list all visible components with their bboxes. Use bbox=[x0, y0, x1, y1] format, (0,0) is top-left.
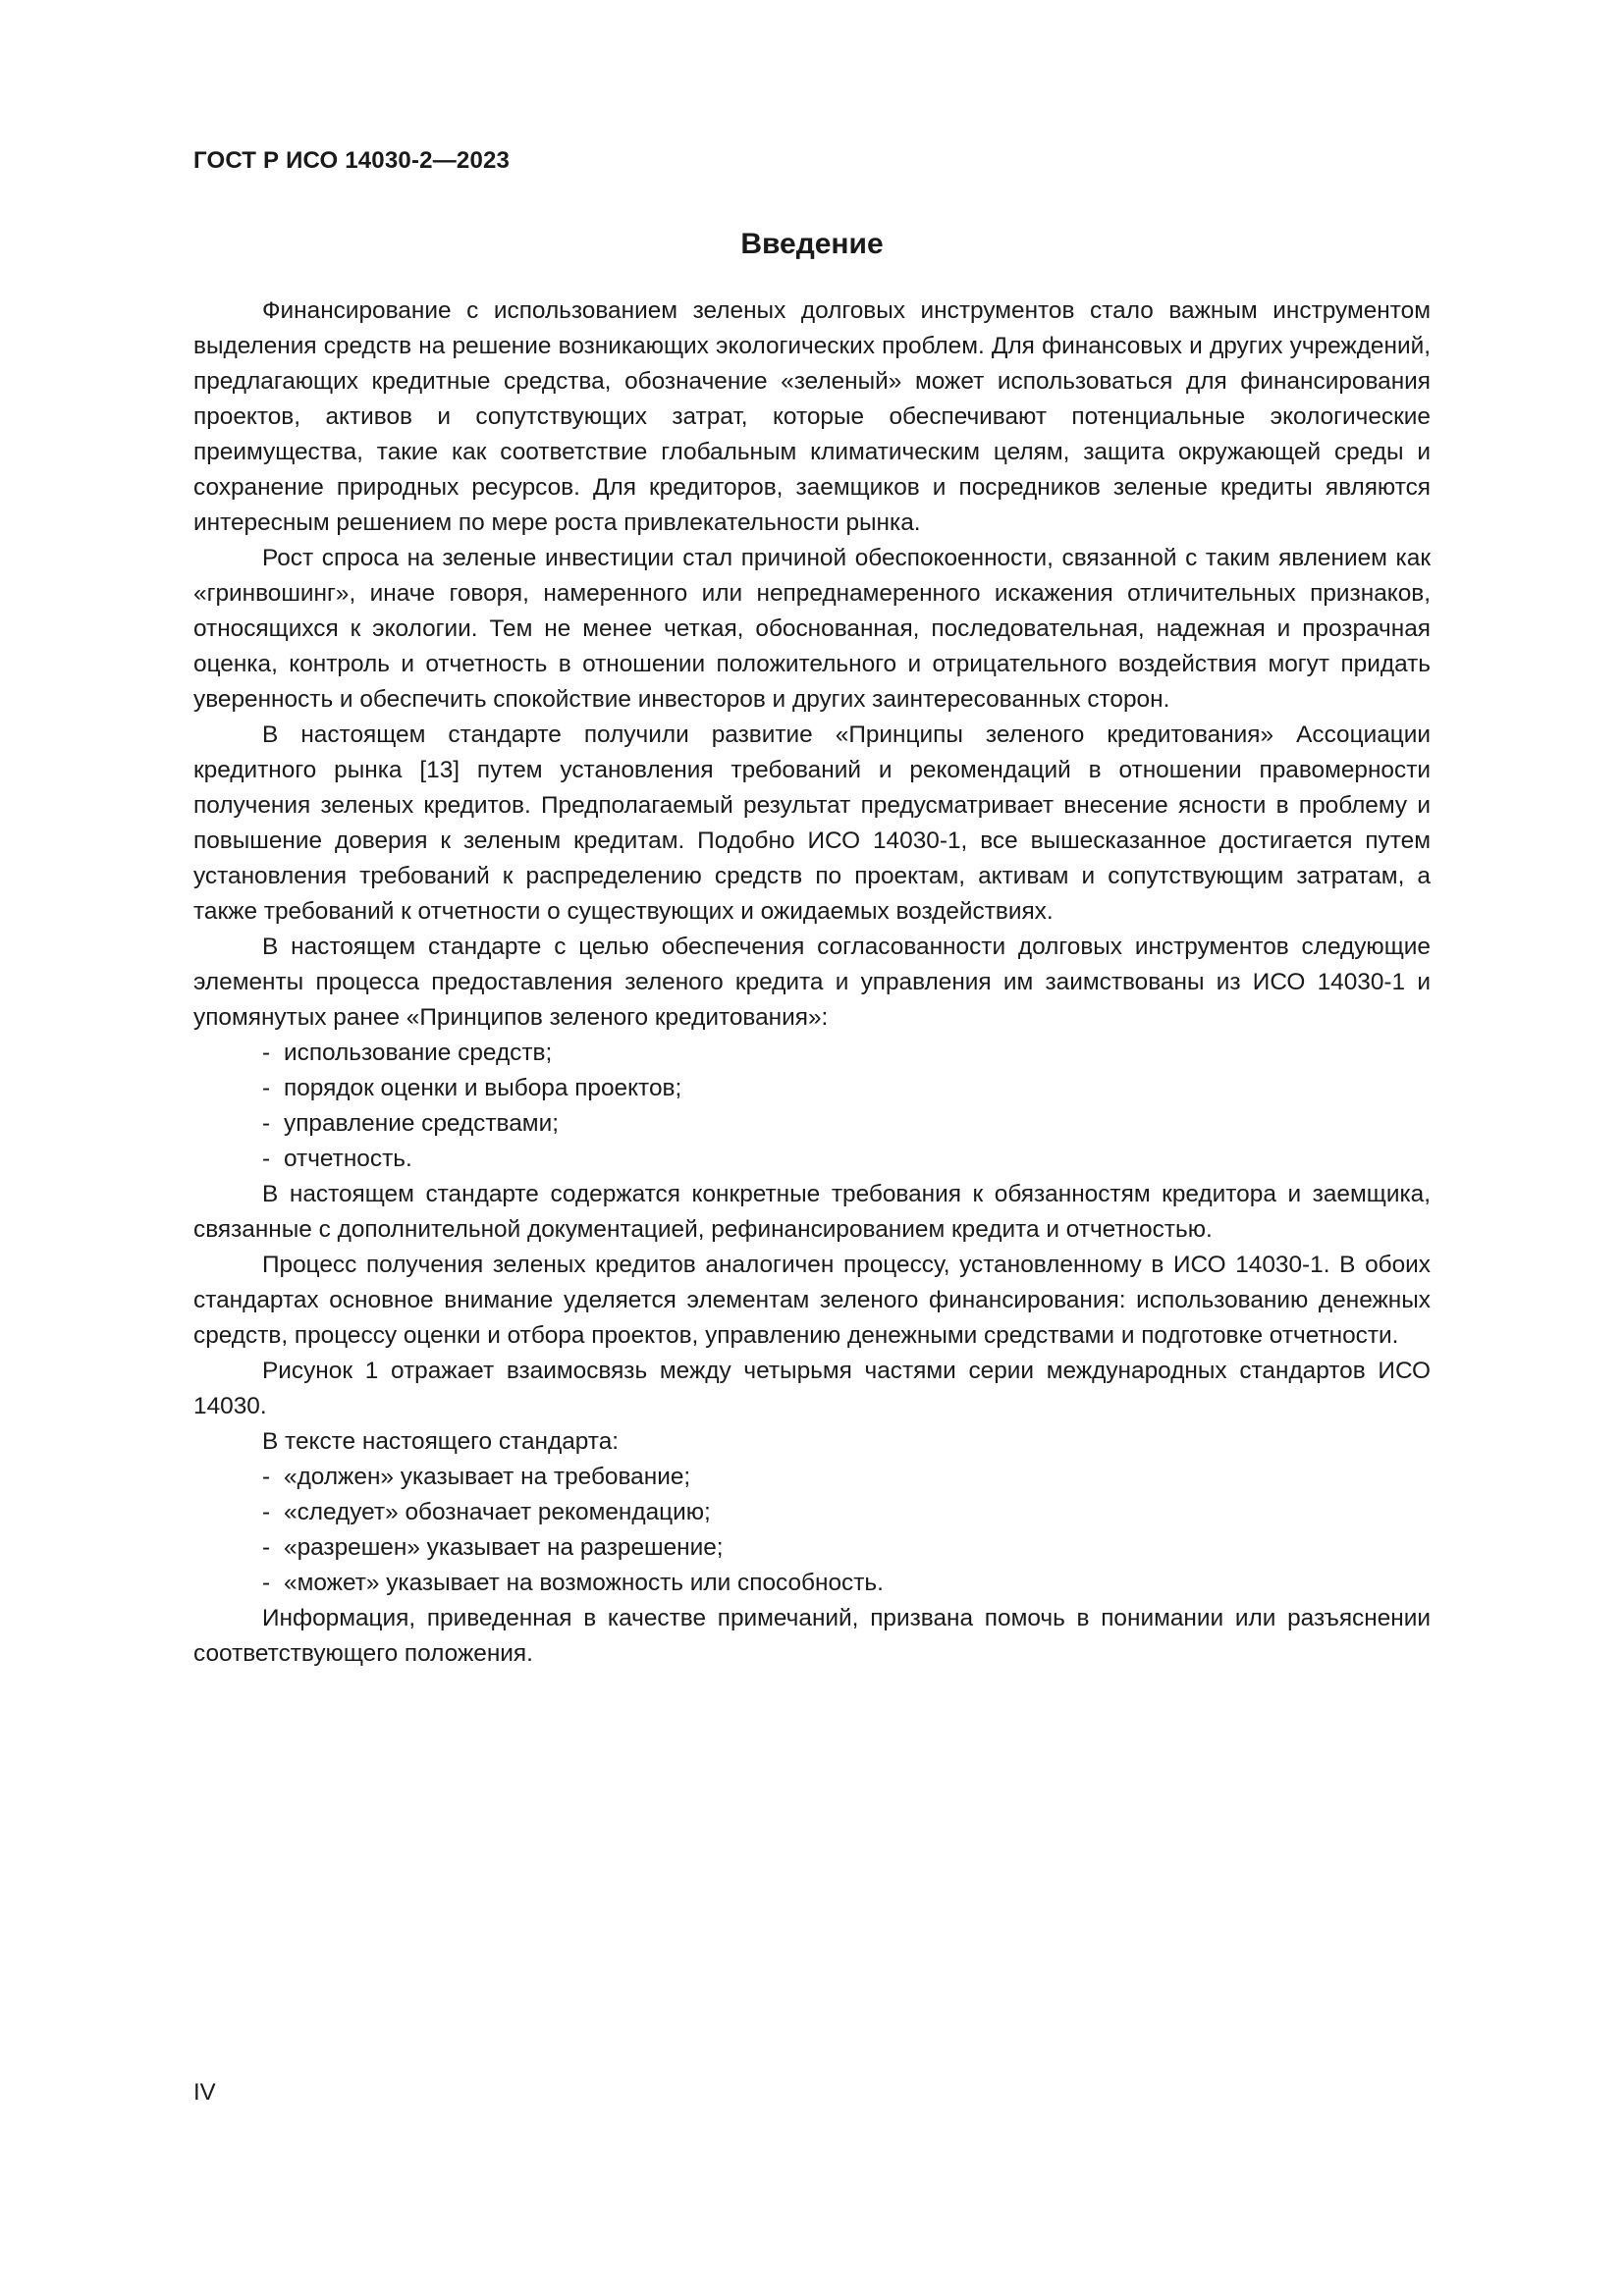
list-marker: - bbox=[262, 1570, 271, 1596]
list-item-text: «должен» указывает на требование; bbox=[284, 1464, 691, 1490]
list-item-text: «разрешен» указывает на разрешение; bbox=[284, 1534, 724, 1561]
terms-list bbox=[193, 1460, 1431, 1601]
paragraph-1: Финансирование с использованием зеленых долговых инструментов стало важным инструментом выделения средств на решение возникающих экологических проблем. Для финансовых и других учреждений, предлагающих кредитные средства, обозначение «зеленый» может использоваться для финансирования проектов, активов и сопутствующих затрат, которые обеспечивают потенциальные экологические преимущества, такие как соответствие глобальным климатическим целям, защита окружающей среды и сохранение природных ресурсов. Для кредиторов, заемщиков и посредников зеленые кредиты являются интересным решением по мере роста привлекательности рынка. bbox=[193, 297, 1431, 536]
list-item bbox=[193, 1460, 1431, 1495]
paragraph-2: Рост спроса на зеленые инвестиции стал причиной обеспокоенности, связанной с таким явлением как «гринвошинг», иначе говоря, намеренного или непреднамеренного искажения отличительных признаков, относящихся к экологии. Тем не менее четкая, обоснованная, последовательная, надежная и прозрачная оценка, контроль и отчетность в отношении положительного и отрицательного воздействия могут придать уверенность и обеспечить спокойствие инвесторов и других заинтересованных сторон. bbox=[193, 545, 1431, 713]
list-marker: - bbox=[262, 1146, 271, 1172]
list-marker: - bbox=[262, 1040, 271, 1066]
paragraph-9: Информация, приведенная в качестве примечаний, призвана помочь в понимании или разъяснении соответствующего положения. bbox=[193, 1605, 1431, 1667]
list-item-text: использование средств; bbox=[284, 1040, 553, 1066]
list-item bbox=[193, 1071, 1431, 1106]
paragraph-4: В настоящем стандарте с целью обеспечения согласованности долговых инструментов следующие элементы процесса предоставления зеленого кредита и управления им заимствованы из ИСО 14030-1 и упомянутых ранее «Принципов зеленого кредитования»: bbox=[193, 934, 1431, 1031]
list-item-text: порядок оценки и выбора проектов; bbox=[284, 1075, 682, 1101]
list-item bbox=[193, 1530, 1431, 1566]
list-marker: - bbox=[262, 1499, 271, 1525]
list-item bbox=[193, 1106, 1431, 1142]
list-marker: - bbox=[262, 1534, 271, 1561]
list-marker: - bbox=[262, 1110, 271, 1137]
paragraph-5: В настоящем стандарте содержатся конкретные требования к обязанностям кредитора и заемщика, связанные с дополнительной документацией, рефинансированием кредита и отчетностью. bbox=[193, 1181, 1431, 1243]
list-item-text: управление средствами; bbox=[284, 1110, 559, 1137]
page-content bbox=[193, 221, 1431, 1672]
list-marker: - bbox=[262, 1075, 271, 1101]
list-item bbox=[193, 1142, 1431, 1177]
section-title: Введение bbox=[740, 228, 884, 260]
paragraph-3: В настоящем стандарте получили развитие «Принципы зеленого кредитования» Ассоциации кредитного рынка [13] путем установления требований и рекомендаций в отношении правомерности получения зеленых кредитов. Предполагаемый результат предусматривает внесение ясности в проблему и повышение доверия к зеленым кредитам. Подобно ИСО 14030-1, все вышесказанное достигается путем установления требований к распределению средств по проектам, активам и сопутствующим затратам, а также требований к отчетности о существующих и ожидаемых воздействиях. bbox=[193, 721, 1431, 925]
list-item-text: отчетность. bbox=[284, 1146, 412, 1172]
paragraph-7: Рисунок 1 отражает взаимосвязь между четырьмя частями серии международных стандартов ИСО 14030. bbox=[193, 1358, 1431, 1419]
list-item-text: «может» указывает на возможность или способность. bbox=[284, 1570, 884, 1596]
page-number: IV bbox=[193, 2079, 216, 2106]
list-item bbox=[193, 1036, 1431, 1071]
list-marker: - bbox=[262, 1464, 271, 1490]
list-item bbox=[193, 1495, 1431, 1530]
paragraph-8: В тексте настоящего стандарта: bbox=[262, 1428, 620, 1455]
document-code-header: ГОСТ Р ИСО 14030-2—2023 bbox=[193, 147, 511, 174]
elements-list bbox=[193, 1036, 1431, 1177]
list-item bbox=[193, 1566, 1431, 1601]
paragraph-6: Процесс получения зеленых кредитов аналогичен процессу, установленному в ИСО 14030-1. В обоих стандартах основное внимание уделяется элементам зеленого финансирования: использованию денежных средств, процессу оценки и отбора проектов, управлению денежными средствами и подготовке отчетности. bbox=[193, 1252, 1431, 1349]
list-item-text: «следует» обозначает рекомендацию; bbox=[284, 1499, 711, 1525]
